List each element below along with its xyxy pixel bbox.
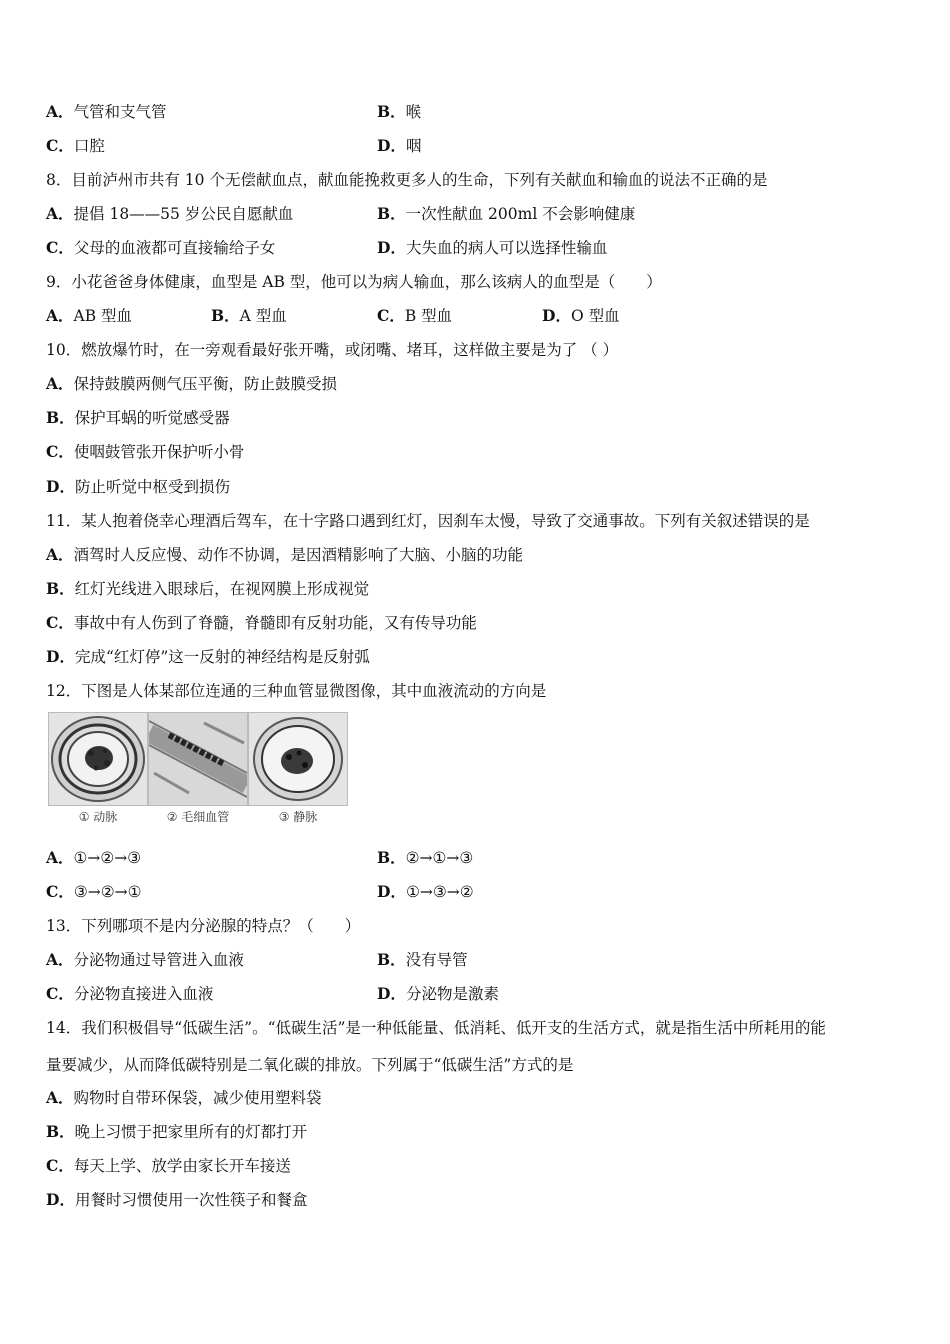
caption-capillary: ② 毛细血管 (166, 810, 230, 824)
q13-option-c: C．分泌物直接进入血液 (46, 984, 214, 1003)
q8-option-a: A．提倡 18——55 岁公民自愿献血 (46, 204, 294, 223)
q11-option-b: B．红灯光线进入眼球后，在视网膜上形成视觉 (46, 579, 370, 598)
q9-stem: 9．小花爸爸身体健康，血型是 AB 型，他可以为病人输血，那么该病人的血型是（ ） (46, 273, 662, 291)
q14-option-b: B．晚上习惯于把家里所有的灯都打开 (46, 1122, 308, 1141)
q12-option-a: A．①→②→③ (46, 848, 142, 867)
q12-option-b: B．②→①→③ (377, 848, 474, 867)
q14-option-a: A．购物时自带环保袋，减少使用塑料袋 (46, 1088, 322, 1107)
q13-option-a: A．分泌物通过导管进入血液 (46, 950, 245, 969)
q7-option-a: A．气管和支气管 (46, 102, 167, 121)
q14-stem-line1: 14．我们积极倡导“低碳生活”。“低碳生活”是一种低能量、低消耗、低开支的生活方式，就是指生活中所耗用的能 (46, 1019, 826, 1037)
q13-stem: 13．下列哪项不是内分泌腺的特点？（ ） (46, 917, 361, 935)
q14-option-d: D．用餐时习惯使用一次性筷子和餐盒 (46, 1190, 308, 1209)
q11-option-d: D．完成“红灯停”这一反射的神经结构是反射弧 (46, 647, 370, 666)
q10-option-a: A．保持鼓膜两侧气压平衡，防止鼓膜受损 (46, 374, 338, 393)
q10-option-b: B．保护耳蜗的听觉感受器 (46, 408, 230, 427)
q11-option-c: C．事故中有人伤到了脊髓，脊髓即有反射功能，又有传导功能 (46, 613, 477, 632)
q12-option-c: C．③→②→① (46, 882, 142, 901)
q8-option-c: C．父母的血液都可直接输给子女 (46, 238, 276, 257)
q10-stem: 10．燃放爆竹时，在一旁观看最好张开嘴，或闭嘴、堵耳，这样做主要是为了 （ ） (46, 341, 619, 359)
caption-vein: ③ 静脉 (278, 810, 318, 824)
q14-stem-line2: 量要减少，从而降低碳特别是二氧化碳的排放。下列属于“低碳生活”方式的是 (46, 1056, 574, 1074)
q9-option-d: D．O 型血 (542, 306, 620, 325)
artery-micrograph (48, 712, 148, 806)
q10-option-c: C．使咽鼓管张开保护听小骨 (46, 442, 245, 461)
q7-option-d: D．咽 (377, 136, 422, 155)
q8-stem: 8．目前泸州市共有 10 个无偿献血点，献血能挽救更多人的生命，下列有关献血和输血的说法不正确的是 (46, 171, 768, 189)
q10-option-d: D．防止听觉中枢受到损伤 (46, 477, 230, 496)
q9-option-a: A．AB 型血 (46, 306, 133, 325)
q14-option-c: C．每天上学、放学由家长开车接送 (46, 1156, 291, 1175)
q8-option-d: D．大失血的病人可以选择性输血 (377, 238, 608, 257)
q9-option-c: C．B 型血 (377, 306, 453, 325)
q13-option-d: D．分泌物是激素 (377, 984, 499, 1003)
caption-artery: ① 动脉 (78, 810, 118, 824)
q7-option-b: B．喉 (377, 102, 422, 121)
q9-option-b: B．A 型血 (211, 306, 287, 325)
q12-stem: 12．下图是人体某部位连通的三种血管显微图像，其中血液流动的方向是 (46, 682, 547, 700)
q7-option-c: C．口腔 (46, 136, 105, 155)
q11-stem: 11．某人抱着侥幸心理酒后驾车，在十字路口遇到红灯，因刹车太慢，导致了交通事故。下列有关叙述错误的是 (46, 512, 810, 530)
q8-option-b: B．一次性献血 200ml 不会影响健康 (377, 204, 636, 223)
q12-option-d: D．①→③→② (377, 882, 474, 901)
vein-micrograph (248, 712, 348, 806)
capillary-micrograph (148, 712, 248, 806)
q13-option-b: B．没有导管 (377, 950, 468, 969)
blood-vessel-figure (48, 712, 352, 828)
q11-option-a: A．酒驾时人反应慢、动作不协调，是因酒精影响了大脑、小脑的功能 (46, 545, 524, 564)
